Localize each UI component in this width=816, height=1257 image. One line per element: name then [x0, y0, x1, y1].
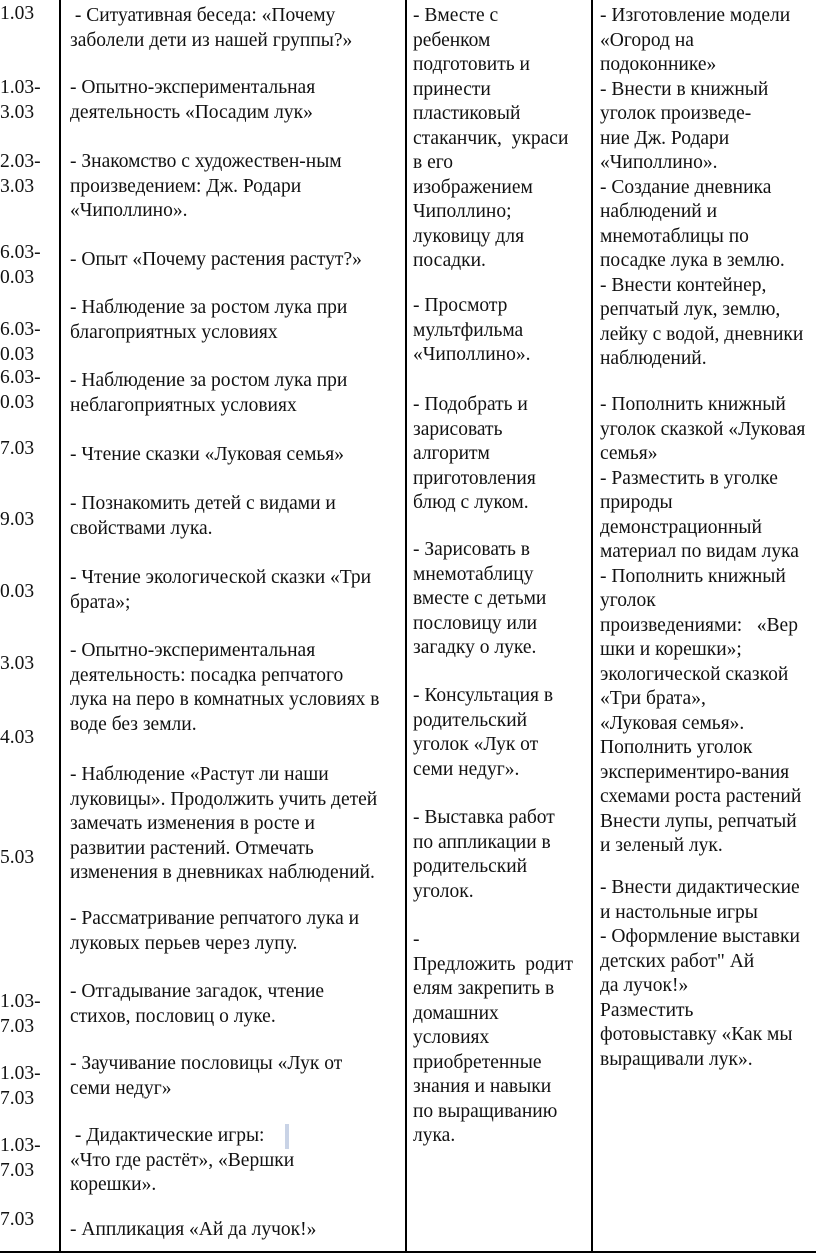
activity-text-line: луковых перьев через лупу.: [70, 932, 298, 954]
environment-text-line: - Внести контейнер,: [600, 274, 767, 296]
date-text-line: 1.03-: [0, 1063, 41, 1084]
activity-text-line: - Заучивание пословицы «Лук от: [70, 1053, 343, 1074]
family-work-text-line: пословицу или: [413, 612, 538, 634]
date-text-line: 0.03: [0, 581, 35, 602]
activity-text-line: замечать изменения в росте и: [70, 813, 315, 834]
activity-text-line: - Наблюдение «Растут ли наши: [70, 764, 329, 785]
environment-text-line: - Пополнить книжный: [600, 394, 786, 415]
date-text-line: 1.03-: [0, 77, 41, 98]
activity-text-line: деятельность: посадка репчатого: [70, 664, 344, 686]
family-work-text-line: - Подобрать и: [413, 394, 528, 415]
date-text-line: 5.03: [0, 847, 35, 868]
date-text-line: 7.03: [0, 1015, 35, 1037]
date-text-line: 6.03-: [0, 319, 41, 340]
environment-text-line: да лучок!»: [600, 975, 689, 996]
environment-text-line: детских работ" Ай: [600, 950, 755, 972]
environment-text-line: Разместить: [600, 999, 694, 1021]
family-work-text-line: родительский: [413, 856, 528, 877]
activity-text-line: деятельность «Посадим лук»: [70, 101, 313, 123]
family-work-text-line: Чиполлино;: [413, 201, 512, 222]
family-work-text-line: лука.: [413, 1125, 456, 1146]
column-divider: [591, 0, 593, 1253]
family-work-text-line: елям закрепить в: [413, 978, 555, 999]
date-text-line: 7.03: [0, 438, 35, 459]
date-text-line: 7.03: [0, 1087, 35, 1109]
family-work-text-line: в его: [413, 152, 453, 173]
table-bottom-border: [0, 1251, 816, 1253]
activity-text-line: - Опыт «Почему растения растут?»: [70, 249, 362, 270]
date-text-line: 0.03: [0, 391, 35, 413]
family-work-text-line: пластиковый: [413, 103, 521, 124]
activity-text-line: лука на перо в комнатных условиях в: [70, 689, 380, 710]
date-text-line: 1.03-: [0, 991, 41, 1012]
environment-text-line: схемами роста растений: [600, 786, 802, 807]
column-divider: [405, 0, 407, 1253]
family-work-text-line: загадку о луке.: [413, 637, 537, 658]
activity-text-line: - Знакомство с художествен-ным: [70, 151, 342, 172]
date-text-line: 0.03: [0, 266, 35, 288]
environment-text-line: - Пополнить книжный: [600, 565, 786, 587]
environment-text-line: демонстрационный: [600, 516, 762, 538]
family-work-text-line: - Зарисовать в: [413, 539, 530, 560]
activity-text-line: развитии растений. Отмечать: [70, 837, 314, 859]
family-work-text-line: Предложить родит: [413, 953, 574, 975]
activity-text-line: заболели дети из нашей группы?»: [70, 29, 353, 51]
environment-text-line: материал по видам лука: [600, 541, 799, 562]
activity-text-line: луковицы». Продолжить учить детей: [70, 788, 378, 810]
date-text-line: 3.03: [0, 653, 35, 674]
activity-text-line: - Дидактические игры:: [70, 1125, 265, 1146]
activity-text-line: - Познакомить детей с видами и: [70, 493, 336, 514]
activity-text-line: брата»;: [70, 591, 131, 613]
environment-text-line: Внести лупы, репчатый: [600, 810, 797, 832]
environment-text-line: природы: [600, 492, 673, 513]
family-work-text-line: домашних: [413, 1002, 499, 1024]
activity-text-line: - Аппликация «Ай да лучок!»: [70, 1219, 317, 1240]
family-work-text-line: изображением: [413, 176, 533, 198]
environment-text-line: мнемотаблицы по: [600, 225, 749, 247]
family-work-text-line: по аппликации в: [413, 831, 551, 853]
column-divider: [59, 0, 61, 1253]
environment-text-line: «Чиполлино».: [600, 152, 718, 173]
environment-text-line: уголок сказкой «Луковая: [600, 418, 806, 440]
activity-text-line: семи недуг»: [70, 1077, 172, 1099]
environment-text-line: - Внести в книжный: [600, 78, 769, 100]
family-work-text-line: мультфильма: [413, 319, 524, 341]
environment-text-line: - Разместить в уголке: [600, 467, 778, 489]
environment-text-line: уголок произведе-: [600, 103, 752, 124]
environment-text-line: «Огород на: [600, 29, 694, 51]
environment-text-line: Пополнить уголок: [600, 737, 753, 758]
date-text-line: 4.03: [0, 727, 35, 748]
activity-text-line: корешки».: [70, 1174, 157, 1195]
family-work-text-line: стаканчик, украси: [413, 127, 569, 149]
family-work-text-line: -: [413, 929, 420, 950]
date-text-line: 0.03: [0, 343, 35, 365]
activity-text-line: свойствами лука.: [70, 517, 213, 539]
environment-text-line: и настольные игры: [600, 901, 758, 923]
family-work-text-line: зарисовать: [413, 418, 503, 440]
environment-text-line: - Создание дневника: [600, 176, 772, 198]
environment-text-line: семья»: [600, 443, 658, 464]
family-work-text-line: приобретенные: [413, 1051, 542, 1073]
environment-text-line: наблюдений.: [600, 348, 707, 369]
environment-text-line: посадке лука в землю.: [600, 250, 785, 271]
environment-text-line: ние Дж. Родари: [600, 127, 730, 149]
family-work-text-line: луковицу для: [413, 225, 525, 247]
activity-text-line: «Чиполлино».: [70, 200, 188, 221]
environment-text-line: «Луковая семья».: [600, 712, 745, 734]
family-work-text-line: уголок «Лук от: [413, 734, 539, 755]
date-text-line: 7.03: [0, 1159, 35, 1181]
activity-text-line: благоприятных условиях: [70, 321, 278, 343]
family-work-text-line: - Вместе с: [413, 5, 499, 26]
activity-text-line: стихов, пословиц о луке.: [70, 1005, 276, 1027]
date-text-line: 1.03-: [0, 1135, 41, 1156]
date-text-line: 6.03-: [0, 242, 41, 263]
family-work-text-line: ребенком: [413, 29, 491, 51]
date-text-line: 7.03: [0, 1209, 35, 1230]
activity-text-line: произведением: Дж. Родари: [70, 175, 302, 197]
environment-text-line: наблюдений и: [600, 201, 718, 222]
activity-text-line: - Наблюдение за ростом лука при: [70, 370, 348, 391]
family-work-text-line: приготовления: [413, 467, 536, 489]
family-work-text-line: мнемотаблицу: [413, 563, 534, 585]
environment-text-line: и зеленый лук.: [600, 835, 723, 856]
environment-text-line: лейку с водой, дневники: [600, 323, 804, 345]
family-work-text-line: условиях: [413, 1027, 490, 1048]
date-text-line: 3.03: [0, 175, 35, 197]
family-work-text-line: - Консультация в: [413, 685, 554, 706]
environment-text-line: - Оформление выставки: [600, 926, 800, 947]
activity-text-line: изменения в дневниках наблюдений.: [70, 862, 375, 883]
family-work-text-line: - Выставка работ: [413, 807, 555, 828]
environment-text-line: шки и корешки»;: [600, 639, 742, 660]
family-work-text-line: принести: [413, 78, 491, 100]
family-work-text-line: посадки.: [413, 250, 486, 271]
family-work-text-line: уголок.: [413, 880, 474, 902]
date-text-line: 2.03-: [0, 151, 41, 172]
activity-text-line: «Что где растёт», «Вершки: [70, 1149, 295, 1171]
family-work-text-line: «Чиполлино».: [413, 344, 531, 365]
environment-text-line: «Три брата»,: [600, 688, 706, 709]
family-work-text-line: вместе с детьми: [413, 588, 547, 609]
environment-text-line: подоконнике»: [600, 54, 717, 75]
date-text-line: 9.03: [0, 509, 35, 530]
family-work-text-line: знания и навыки: [413, 1076, 552, 1097]
environment-text-line: произведениями: «Вер: [600, 614, 798, 636]
environment-text-line: - Изготовление модели: [600, 5, 791, 26]
date-text-line: 1.03: [0, 3, 35, 24]
date-text-line: 6.03-: [0, 367, 41, 388]
activity-text-line: воде без земли.: [70, 713, 197, 735]
activity-text-line: - Чтение экологической сказки «Три: [70, 567, 372, 588]
environment-text-line: - Внести дидактические: [600, 877, 800, 898]
family-work-text-line: родительский: [413, 709, 528, 731]
family-work-text-line: блюд с луком.: [413, 492, 529, 513]
family-work-text-line: по выращиванию: [413, 1100, 558, 1122]
activity-text-line: - Ситуативная беседа: «Почему: [70, 5, 336, 26]
environment-text-line: экспериментиро-вания: [600, 761, 790, 783]
environment-text-line: выращивали лук».: [600, 1048, 753, 1070]
family-work-text-line: подготовить и: [413, 54, 530, 75]
activity-text-line: - Чтение сказки «Луковая семья»: [70, 444, 345, 465]
environment-text-line: экологической сказкой: [600, 663, 789, 685]
family-work-text-line: - Просмотр: [413, 295, 508, 316]
activity-text-line: - Рассматривание репчатого лука и: [70, 908, 360, 929]
activity-text-line: - Наблюдение за ростом лука при: [70, 297, 348, 318]
environment-text-line: репчатый лук, землю,: [600, 299, 781, 320]
environment-text-line: фотовыставку «Как мы: [600, 1024, 793, 1045]
environment-text-line: уголок: [600, 590, 656, 611]
activity-text-line: - Отгадывание загадок, чтение: [70, 981, 325, 1002]
activity-text-line: - Опытно-экспериментальная: [70, 77, 316, 98]
family-work-text-line: семи недуг».: [413, 758, 520, 780]
text-cursor-highlight: [285, 1124, 289, 1149]
activity-text-line: неблагоприятных условиях: [70, 394, 297, 416]
family-work-text-line: алгоритм: [413, 443, 490, 464]
date-text-line: 3.03: [0, 101, 35, 123]
activity-text-line: - Опытно-экспериментальная: [70, 640, 316, 661]
